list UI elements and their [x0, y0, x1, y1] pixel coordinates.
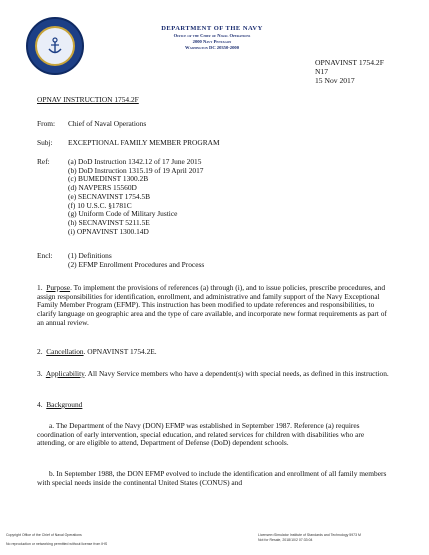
address-line-2: Washington DC 20350-2000 [184, 45, 239, 50]
issue-date: 15 Nov 2017 [315, 76, 355, 85]
instruction-designator: OPNAVINST 1754.2F [315, 58, 384, 67]
enclosures-label: Encl: [37, 251, 53, 260]
reference-item: (h) SECNAVINST 5211.5E [68, 217, 150, 227]
enclosure-item: (1) Definitions [68, 251, 112, 260]
seal-inner-ring [35, 26, 75, 66]
document-reference-block [315, 58, 384, 85]
section-number: 2. [37, 347, 43, 356]
reference-item: (b) DoD Instruction 1315.19 of 19 April 2017 [68, 165, 204, 175]
reference-item: (d) NAVPERS 15560D [68, 183, 137, 193]
section-text: . All Navy Service members who have a dependent(s) with special needs, as defined in this instruction. [84, 369, 389, 378]
subject-value: EXCEPTIONAL FAMILY MEMBER PROGRAM [68, 138, 220, 147]
reference-item: (c) BUMEDINST 1300.2B [68, 174, 149, 184]
background-paragraph-a: a. The Department of the Navy (DON) EFMP was established in September 1987. Reference (a) requires coordination of early intervention, special education, and related services for children with disabilities who are attending, or are eligible to attend, Department of Defense (DoD) dependent schools. [37, 421, 365, 448]
section-cancellation [37, 348, 392, 357]
section-purpose [37, 284, 392, 328]
footer-right [258, 533, 361, 542]
section-text: . To implement the provisions of references (a) through (i), and to issue policies, prescribe procedures, and assign responsibilities for identification, enrollment, and administrative and family support of the Navy Exceptional Family Member Program (EFMP). This instruction has been modified to update references and responsibilities, to clarify language on geographic area and the type of care available, and incorporate new format requirements as part of an annual review. [37, 283, 387, 327]
section-heading: Purpose [46, 283, 71, 292]
department-name: DEPARTMENT OF THE NAVY [161, 25, 263, 32]
background-paragraph-b: b. In September 1988, the DON EFMP evolved to include the identification and enrollment of all family members with special needs inside the continental United States (CONUS) and [37, 469, 387, 487]
reference-item: (i) OPNAVINST 1300.14D [68, 226, 149, 236]
footer-left [6, 533, 107, 546]
section-number: 3. [37, 369, 43, 378]
from-value: Chief of Naval Operations [68, 119, 147, 128]
subject-label: Subj: [37, 138, 53, 147]
references-list [68, 158, 203, 236]
footer-license-notice: No reproduction or networking permitted without license from IHS [6, 541, 108, 546]
section-applicability [37, 370, 392, 379]
footer-resale: Not for Resale, 2018/10/2 07:33:04 [258, 537, 313, 542]
footer-licensee: Licensee=Simulator Institute of Standards and Technology 5973 M [258, 533, 361, 537]
footer-copyright: Copyright Office of the Chief of Naval Operations [6, 533, 82, 537]
enclosure-item: (2) EFMP Enrollment Procedures and Process [68, 259, 205, 269]
anchor-icon [45, 36, 65, 56]
document-title: OPNAV INSTRUCTION 1754.2F [37, 95, 139, 104]
letterhead [122, 25, 302, 51]
reference-item: (e) SECNAVINST 1754.5B [68, 191, 151, 201]
section-background-heading [37, 401, 82, 410]
section-number: 1. [37, 283, 43, 292]
section-heading: Applicability [45, 369, 85, 378]
reference-item: (g) Uniform Code of Military Justice [68, 209, 178, 219]
section-number: 4. [37, 400, 43, 409]
enclosures-list [68, 252, 204, 269]
section-heading: Background [46, 400, 83, 409]
section-heading: Cancellation [46, 347, 84, 356]
reference-item: (f) 10 U.S.C. §1781C [68, 200, 132, 210]
references-label: Ref: [37, 157, 50, 166]
reference-item: (a) DoD Instruction 1342.12 of 17 June 2015 [68, 157, 202, 166]
office-code: N17 [315, 67, 329, 76]
section-text: . OPNAVINST 1754.2E. [83, 347, 157, 356]
navy-seal-logo [26, 17, 84, 75]
office-name: Office of the Chief of Naval Operations [173, 33, 251, 38]
from-label: From: [37, 119, 56, 128]
address-line-1: 2000 Navy Pentagon [192, 39, 232, 44]
